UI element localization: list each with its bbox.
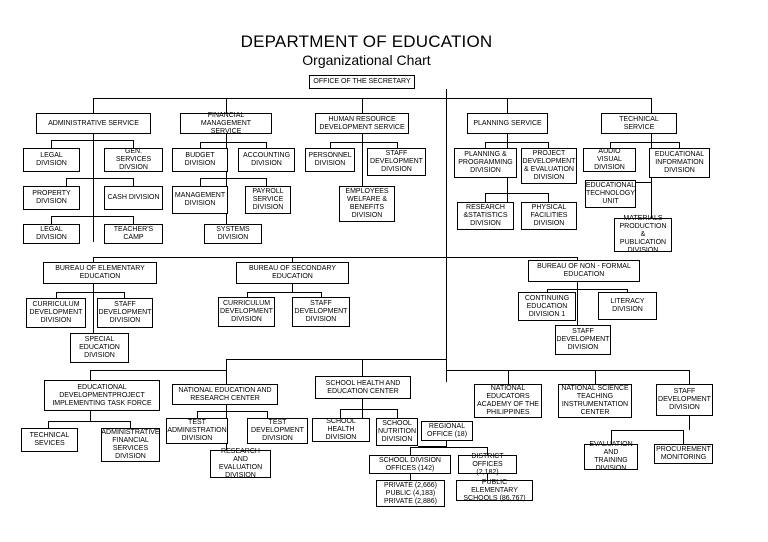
- systems-division-box: SYSTEMS DIVISION: [204, 224, 262, 244]
- accounting-division-box: ACCOUNTING DIVISION: [238, 148, 295, 172]
- planning-programming-division-box: PLANNING & PROGRAMMING DIVISION: [454, 148, 517, 178]
- test-development-division-box: TEST DEVELOPMENT DIVISION: [247, 418, 308, 444]
- curriculum-development-division-box: CURRICULUM DEVELOPMENT DIVISION: [218, 297, 275, 327]
- evaluation-training-division-box: EVALUATION AND TRAINING DIVISION: [584, 444, 638, 470]
- private-public-schools-box: PRIVATE (2,666) PUBLIC (4,183) PRIVATE (2,886): [376, 480, 445, 507]
- technical-services-box: TECHNICAL SEVICES: [21, 428, 78, 452]
- legal-division-box: LEGAL DIVISION: [23, 224, 80, 244]
- literacy-division-box: LITERACY DIVISION: [598, 292, 657, 320]
- legal-division-box: LEGAL DIVISION: [23, 148, 80, 172]
- technical-service-box: TECHNICAL SERVICE: [601, 113, 677, 134]
- physical-facilities-division-box: PHYSICAL FACILITIES DIVISION: [521, 202, 577, 230]
- procurement-monitoring-box: PROCUREMENT MONITORING: [654, 444, 713, 464]
- staff-development-division-box: STAFF DEVELOPMENT DIVISION: [292, 297, 350, 327]
- continuing-education-division-box: CONTINUING EDUCATION DIVISION 1: [518, 292, 576, 321]
- office-of-the-secretary-box: OFFICE OF THE SECRETARY: [309, 75, 415, 89]
- administrative-service-box: ADMINISTRATIVE SERVICE: [36, 113, 151, 134]
- research-evaluation-division-box: RESEARCH AND EVALUATION DIVISION: [210, 450, 271, 478]
- materials-production-publication-division-box: MATERIALS PRODUCTION & PUBLICATION DIVISION: [614, 218, 672, 252]
- edpitaf-box: EDUCATIONAL DEVELOPMENTPROJECT IMPLEMENTING TASK FORCE: [44, 380, 160, 411]
- national-educators-academy-box: NATIONAL EDUCATORS ACADEMY OF THE PHILIPPINES: [474, 384, 542, 418]
- public-elementary-schools-box: PUBLIC ELEMENTARY SCHOOLS (86,767): [456, 480, 533, 501]
- curriculum-development-division-box: CURRICULUM DEVELOPMENT DIVISION: [26, 298, 86, 328]
- staff-development-division-box: STAFF DEVELOPMENT DIVISION: [97, 298, 153, 328]
- property-division-box: PROPERTY DIVISION: [23, 186, 80, 210]
- school-health-division-box: SCHOOL HEALTH DIVISION: [312, 418, 370, 442]
- national-science-teaching-instrumentation-center-box: NATIONAL SCIENCE TEACHING INSTRUMENTATION CENTER: [558, 384, 632, 418]
- management-division-box: MANAGEMENT DIVISION: [172, 186, 228, 214]
- budget-division-box: BUDGET DIVISION: [172, 148, 228, 172]
- page-title: DEPARTMENT OF EDUCATION: [240, 32, 493, 51]
- school-nutrition-division-box: SCHOOL NUTRITION DIVISION: [376, 418, 418, 446]
- planning-service-box: PLANNING SERVICE: [467, 113, 548, 134]
- staff-development-division-box: STAFF DEVELOPMENT DIVISION: [555, 325, 611, 355]
- test-administration-division-box: TEST ADMINISTRATION DIVISION: [167, 419, 227, 442]
- educational-technology-unit-box: EDUCATIONAL TECHNOLOGY UNIT: [585, 180, 636, 208]
- regional-office-box: REGIONAL OFFICE (18): [421, 421, 473, 441]
- school-health-education-center-box: SCHOOL HEALTH AND EDUCATION CENTER: [315, 376, 411, 399]
- bureau-of-non-formal-education-box: BUREAU OF NON - FORMAL EDUCATION: [528, 260, 640, 282]
- page-subtitle: Organizational Chart: [302, 52, 431, 68]
- national-education-research-center-box: NATIONAL EDUCATION AND RESEARCH CENTER: [172, 384, 278, 405]
- special-education-division-box: SPECIAL EDUCATION DIVISION: [70, 333, 129, 363]
- bureau-of-elementary-education-box: BUREAU OF ELEMENTARY EDUCATION: [43, 262, 157, 284]
- human-resource-development-service-box: HUMAN RESOURCE DEVELOPMENT SERVICE: [315, 113, 409, 134]
- staff-development-division-box: STAFF DEVELOPMENT DIVISION: [367, 148, 426, 176]
- bureau-of-secondary-education-box: BUREAU OF SECONDARY EDUCATION: [236, 262, 349, 284]
- audio-visual-division-box: AUDIO VISUAL DIVISION: [583, 148, 636, 172]
- project-development-evaluation-division-box: PROJECT DEVELOPMENT & EVALUATION DIVISION: [521, 148, 577, 184]
- payroll-service-division-box: PAYROLL SERVICE DIVISION: [245, 186, 291, 214]
- personnel-division-box: PERSONNEL DIVISION: [305, 148, 355, 172]
- district-offices-box: DISTRICT OFFICES (2,182): [458, 455, 517, 474]
- school-division-offices-box: SCHOOL DIVISION OFFICES (142): [369, 455, 451, 474]
- educational-information-division-box: EDUCATIONAL INFORMATION DIVISION: [649, 148, 710, 178]
- teachers-camp-box: TEACHER'S CAMP: [104, 224, 163, 244]
- employees-welfare-benefits-division-box: EMPLOYEES WELFARE & BENEFITS DIVISION: [339, 186, 395, 222]
- research-statistics-division-box: RESEARCH &STATISTICS DIVISION: [457, 202, 514, 230]
- cash-division-box: CASH DIVISION: [104, 186, 163, 210]
- administrative-financial-services-division-box: ADMINISTRATIVE FINANCIAL SERVICES DIVISION: [101, 429, 160, 460]
- financial-management-service-box: FINANCIAL MANAGEMENT SERVICE: [180, 113, 272, 134]
- staff-development-division-box: STAFF DEVELOPMENT DIVISION: [656, 384, 713, 416]
- gen-services-division-box: GEN. SERVICES DIVSION: [104, 148, 163, 172]
